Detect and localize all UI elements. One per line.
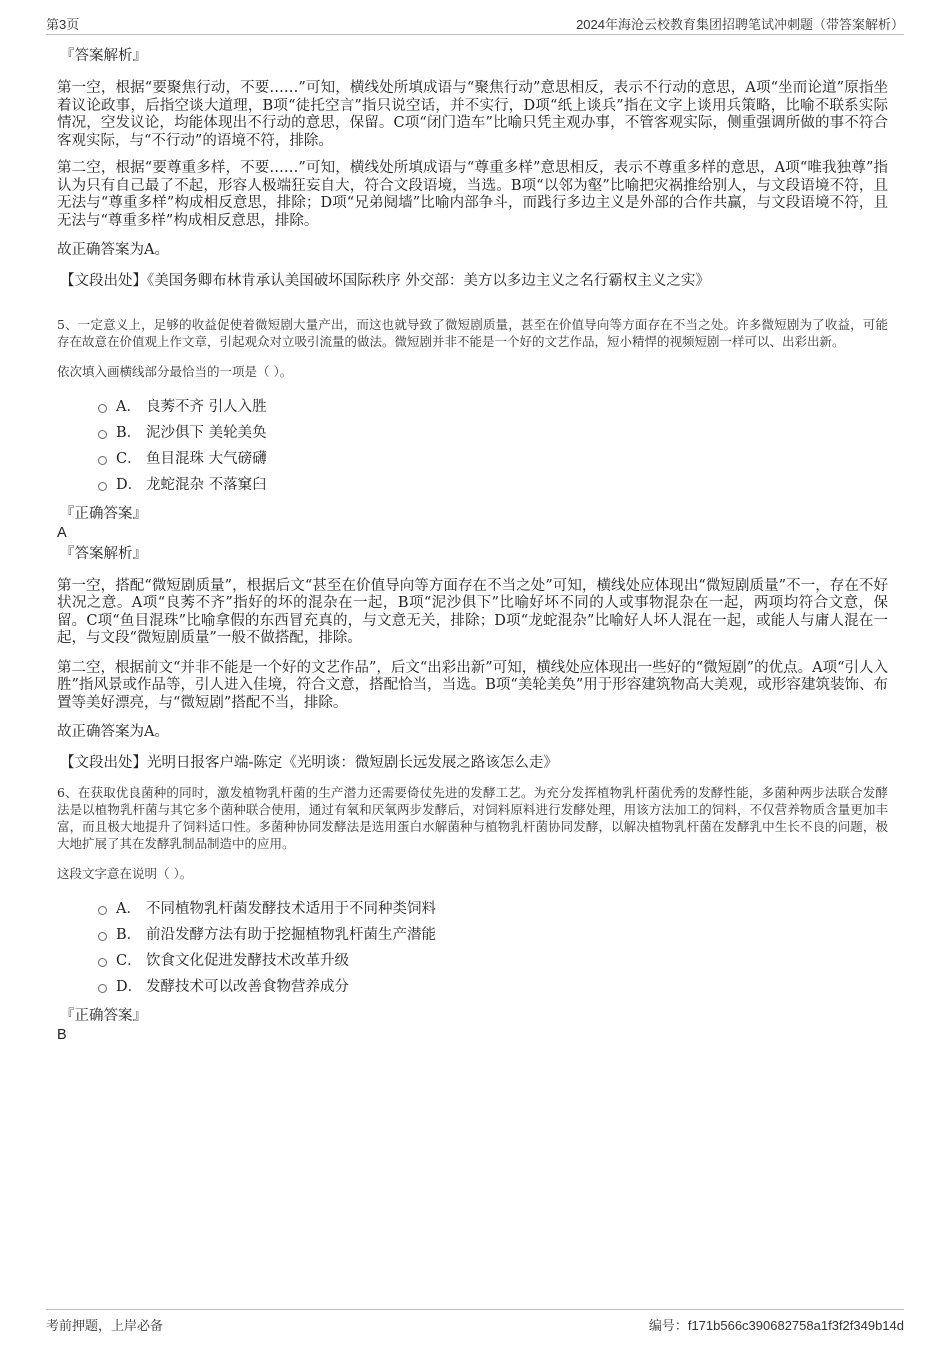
option-b[interactable]: B． 泥沙俱下 美轮美奂 — [98, 420, 888, 446]
radio-icon[interactable] — [98, 932, 107, 941]
option-list — [57, 394, 888, 498]
source-citation: 【文段出处】《美国务卿布林肯承认美国破坏国际秩序 外交部：美方以多边主义之名行霸权主义之实》 — [60, 272, 710, 289]
radio-icon[interactable] — [98, 906, 107, 915]
correct-answer-label: 『正确答案』 — [60, 1007, 147, 1024]
option-c[interactable]: C． 鱼目混珠 大气磅礴 — [98, 446, 888, 472]
document-title: 2024年海沧云校教育集团招聘笔试冲刺题（带答案解析） — [576, 17, 904, 32]
page-header — [46, 12, 904, 35]
radio-icon[interactable] — [98, 958, 107, 967]
page-footer — [46, 1309, 904, 1336]
option-b[interactable]: B． 前沿发酵方法有助于挖掘植物乳杆菌生产潜能 — [98, 922, 888, 948]
footer-note: 考前押题，上岸必备 — [46, 1318, 164, 1333]
analysis-paragraph: 第二空，根据前文“并非不能是一个好的文艺作品”，后文“出彩出新”可知，横线处应体现出一些好的“微短剧”的优点。A项“引人入胜”指风景或作品等，引人进入佳境，符合文意，搭配恰当，当选。B项“美轮美奂”用于形容建筑物高大美观，或形容建筑装饰、布置等美好漂亮，与“微短剧”搭配不当，排除。 — [57, 659, 888, 711]
analysis-paragraph: 第一空，搭配“微短剧质量”，根据后文“甚至在价值导向等方面存在不当之处”可知，横线处应体现出“微短剧质量”不一，存在不好状况之意。A项“良莠不齐”指好的坏的混杂在一起，B项“泥沙俱下”比喻好坏不同的人或事物混杂在一起，两项均符合文意，保留。C项“鱼目混珠”比喻拿假的东西冒充真的，与文意无关，排除；D项“龙蛇混杂”比喻好人坏人混在一起，或能人与庸人混在一起，与文段“微短剧质量”一般不做搭配，排除。 — [57, 577, 888, 646]
answer-conclusion: 故正确答案为A。 — [57, 242, 169, 258]
question-prompt: 这段文字意在说明（ ）。 — [57, 865, 193, 881]
option-d[interactable]: D． 发酵技术可以改善食物营养成分 — [98, 974, 888, 1000]
question-text: 5、一定意义上，足够的收益促使着微短剧大量产出，而这也就导致了微短剧质量，甚至在价值导向等方面存在不当之处。许多微短剧为了收益，可能存在故意在价值观上作文章，引起观众对立吸引流量的做法。微短剧并非不能是一个好的文艺作品，短小精悍的视频短剧一样可以、出彩出新。 — [57, 316, 888, 349]
document-code: 编号：f171b566c390682758a1f3f2f349b14d — [648, 1318, 904, 1333]
source-citation: 【文段出处】光明日报客户端-陈定《光明谈：微短剧长远发展之路该怎么走》 — [60, 754, 558, 771]
option-a[interactable]: A． 良莠不齐 引人入胜 — [98, 394, 888, 420]
radio-icon[interactable] — [98, 984, 107, 993]
page-content — [57, 46, 888, 1044]
correct-answer: A — [57, 524, 67, 541]
radio-icon[interactable] — [98, 456, 107, 465]
answer-conclusion: 故正确答案为A。 — [57, 724, 169, 740]
question-text: 6、在获取优良菌种的同时，激发植物乳杆菌的生产潜力还需要倚仗先进的发酵工艺。为充分发挥植物乳杆菌优秀的发酵性能，多菌种两步法联合发酵法是以植物乳杆菌与其它多个菌种联合使用，通过有氧和厌氧两步发酵后，对饲料原料进行发酵处理，用该方法加工的饲料，不仅营养物质含量更加丰富，而且极大地提升了饲料适口性。多菌种协同发酵法是选用蛋白水解菌种与植物乳杆菌协同发酵，以解决植物乳杆菌在发酵乳中生长不良的问题，极大地扩展了其在发酵乳制品制造中的应用。 — [57, 784, 888, 851]
option-list — [57, 896, 888, 1000]
question-prompt: 依次填入画横线部分最恰当的一项是（ ）。 — [57, 363, 293, 379]
option-a[interactable]: A． 不同植物乳杆菌发酵技术适用于不同种类饲料 — [98, 896, 888, 922]
analysis-label: 『答案解析』 — [60, 48, 147, 64]
radio-icon[interactable] — [98, 482, 107, 491]
option-c[interactable]: C． 饮食文化促进发酵技术改革升级 — [98, 948, 888, 974]
radio-icon[interactable] — [98, 404, 107, 413]
correct-answer-label: 『正确答案』 — [60, 505, 147, 522]
correct-answer: B — [57, 1026, 67, 1043]
analysis-paragraph: 第二空，根据“要尊重多样，不要……”可知，横线处所填成语与“尊重多样”意思相反，表示不尊重多样的意思，A项“唯我独尊”指认为只有自己最了不起，形容人极端狂妄自大，符合文段语境，当选。B项“以邻为壑”比喻把灾祸推给别人，与文段语境不符，且无法与“尊重多样”构成相反意思，排除；D项“兄弟阋墙”比喻内部争斗，而践行多边主义是外部的合作共赢，与文段语境不符，且无法与“尊重多样”构成相反意思，排除。 — [57, 160, 888, 229]
radio-icon[interactable] — [98, 430, 107, 439]
page-number: 第3页 — [46, 17, 80, 32]
option-d[interactable]: D． 龙蛇混杂 不落窠臼 — [98, 472, 888, 498]
analysis-label: 『答案解析』 — [60, 545, 147, 562]
analysis-paragraph: 第一空，根据“要聚焦行动，不要……”可知，横线处所填成语与“聚焦行动”意思相反，表示不行动的意思，A项“坐而论道”原指坐着议论政事，后指空谈大道理，B项“徒托空言”指只说空话，并不实行，D项“纸上谈兵”指在文字上谈用兵策略，比喻不联系实际情况，空发议论，均能体现出不行动的意思，保留。C项“闭门造车”比喻只凭主观办事，不管客观实际，侧重强调所做的事不符合客观实际，与“不行动”的语境不符，排除。 — [57, 80, 888, 149]
